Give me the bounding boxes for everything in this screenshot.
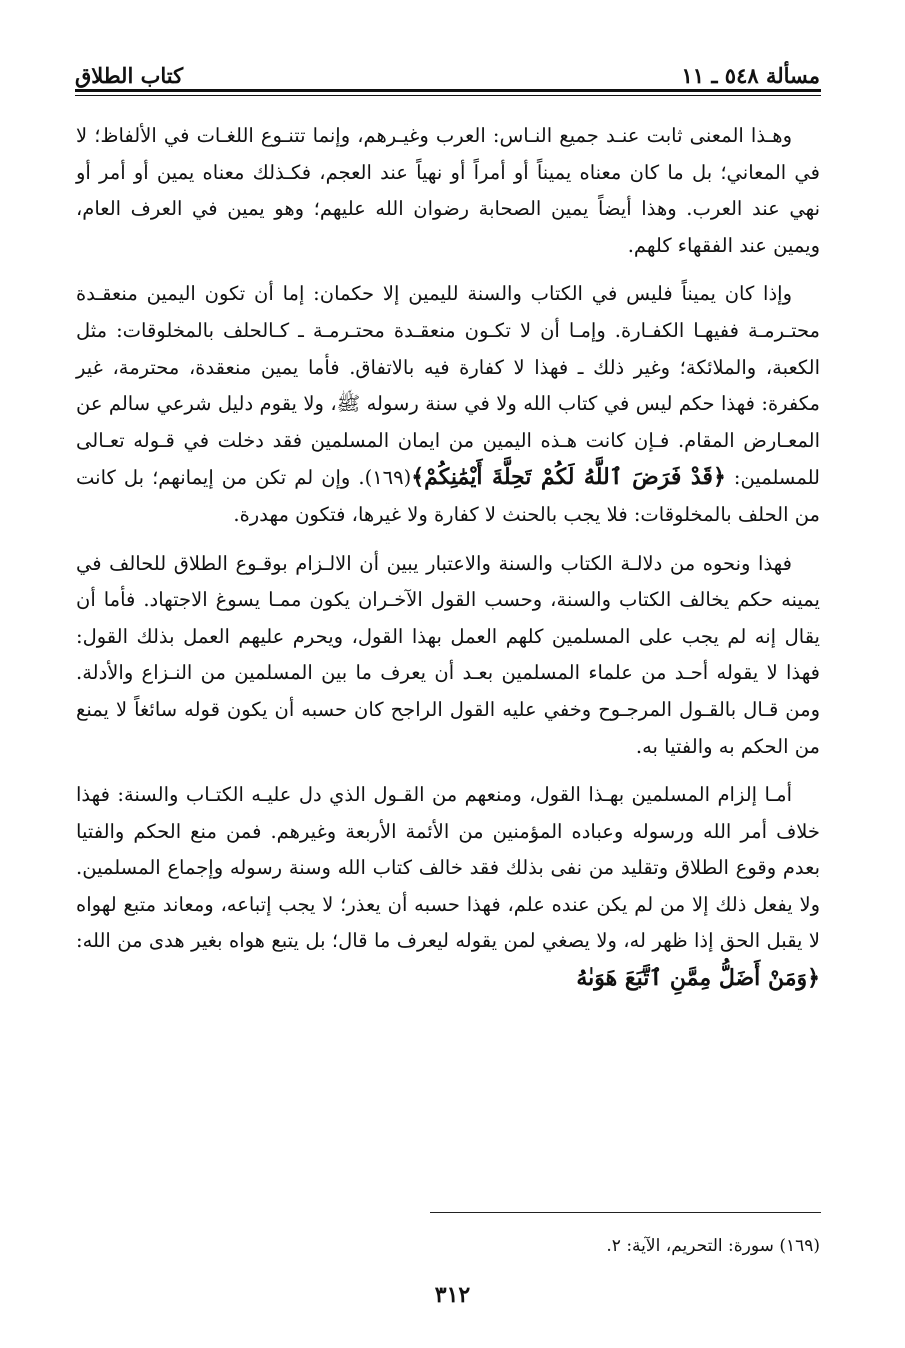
- header-rule-thin: [75, 95, 821, 96]
- paragraph-1: [76, 118, 820, 264]
- header-section-label: مسألة ٥٤٨ ـ ١١: [681, 63, 820, 88]
- paragraph-4-text-before-quran: أمـا إلزام المسلمين بهـذا القول، ومنعهم من القـول الذي دل عليـه الكتـاب والسنة: فهذا خلاف أمر الله ورسوله وعباده المؤمنين من الأئمة الأربعة وغيرهم. فمن منع الحكم والفتيا بعدم وقوع الطلاق وتقليد من نفى بذلك فقد خالف كتاب الله وسنة رسوله وإجماع المسلمين. ولا يفعل ذلك إلا من لم يكن عنده علم، فهذا حسبه أن يعذر؛ لا يجب إتباعه، ومعاند متبع لهواه لا يقبل الحق إذا ظهر له، ولا يصغي لمن يقوله ليعرف ما قال؛ بل يتبع هواه بغير هدى من الله:: [76, 783, 820, 953]
- paragraph-2-text-after-quran: (١٦٩). وإن لم تكن من إيمانهم؛ بل كانت من الحلف بالمخلوقات: فلا يجب بالحنث لا كفارة ولا غيرها، فتكون مهدرة.: [76, 466, 820, 526]
- header-rule-thick: [75, 89, 821, 92]
- quran-verse: ﴿قَدْ فَرَضَ ٱللَّهُ لَكُمْ تَحِلَّةَ أَيْمَٰنِكُمْ﴾: [411, 464, 726, 491]
- paragraph-1-text: وهـذا المعنى ثابت عنـد جميع النـاس: العرب وغيـرهم، وإنما تتنـوع اللغـات في الألفاظ؛ لا في المعاني؛ بل ما كان معناه يميناً أو أمراً أو نهياً عند العجم، فكـذلك معناه يمين أو أمر أو نهي عند العرب. وهذا أيضاً يمين الصحابة رضوان الله عليهم؛ وهو يمين في العرف العام، ويمين عند الفقهاء كلهم.: [76, 124, 820, 257]
- footnote: (١٦٩) سورة: التحريم، الآية: ٢.: [606, 1236, 820, 1256]
- header-book-title: كتاب الطلاق: [75, 63, 184, 88]
- footnote-separator: [430, 1212, 821, 1213]
- body-text: [76, 118, 820, 998]
- quran-verse: ﴿وَمَنْ أَضَلُّ مِمَّنِ ٱتَّبَعَ هَوَىٰهُ: [576, 965, 820, 992]
- paragraph-2: [76, 276, 820, 533]
- paragraph-3: [76, 546, 820, 766]
- paragraph-4: [76, 777, 820, 998]
- paragraph-3-text: فهذا ونحوه من دلالـة الكتاب والسنة والاعتبار يبين أن الالـزام بوقـوع الطلاق للحالف في يمينه حكم يخالف الكتاب والسنة، وحسب القول الآخـران يكون ممـا يسوغ الاجتهاد. فأما أن يقال إنه لم يجب على المسلمين كلهم العمل بهذا القول، ويحرم عليهم العمل بذلك القول: فهذا لا يقوله أحـد من علماء المسلمين بعـد أن يعرف ما بين المسلمين من النـزاع والأدلة. ومن قـال بالقـول المرجـوح وخفي عليه القول الراجح كان حسبه أن يكون قوله سائغاً لا يمنع من الحكم به والفتيا به.: [76, 551, 820, 758]
- page-number: ٣١٢: [434, 1282, 471, 1308]
- running-header: [75, 52, 820, 88]
- paragraph-2-text-before-quran: وإذا كان يميناً فليس في الكتاب والسنة لليمين إلا حكمان: إما أن تكون اليمين منعقـدة محتـرمـة ففيهـا الكفـارة. وإمـا أن لا تكـون منعقـدة محتـرمـة ـ كـالحلف بالمخلوقات: مثل الكعبة، والملائكة؛ وغير ذلك ـ فهذا لا كفارة فيه بالاتفاق. فأما يمين منعقدة، محترمة، غير مكفرة: فهذا حكم ليس في كتاب الله ولا في سنة رسوله ﷺ، ولا يقوم دليل شرعي سالم عن المعـارض المقام. فـإن كانت هـذه اليمين من ايمان المسلمين فقد دخلت في قـوله تعـالى للمسلمين:: [76, 282, 820, 490]
